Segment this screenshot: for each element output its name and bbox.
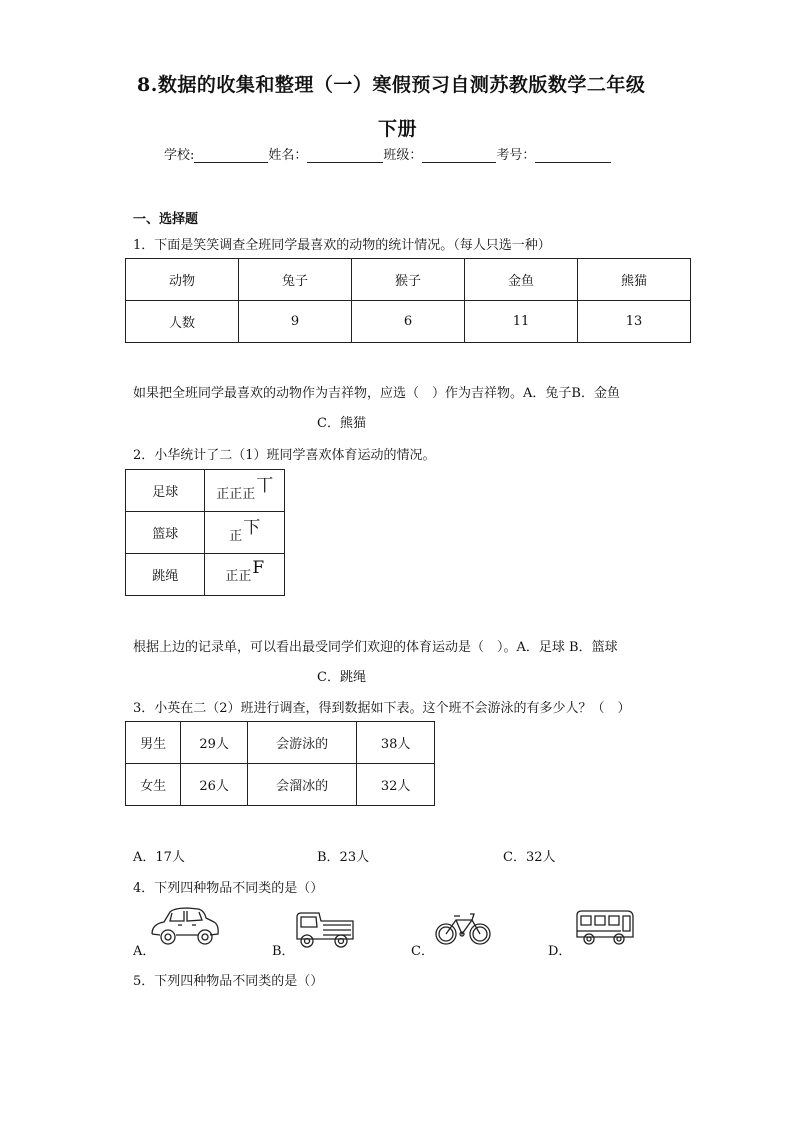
q2-option-c[interactable]: C．跳绳 [317, 670, 366, 685]
q3-cell: 会游泳的 [248, 722, 357, 764]
q2-tally-cell [205, 470, 285, 512]
q3-cell: 会溜冰的 [248, 764, 357, 806]
car-icon[interactable] [148, 904, 222, 948]
q2-question: 根据上边的记录单，可以看出最受同学们欢迎的体育运动是（ ）。A．足球 B．篮球 [133, 640, 618, 655]
q4-stem: 4．下列四种物品不同类的是（） [133, 881, 324, 896]
tally-tail: F [252, 557, 265, 578]
page-title-line1: 8.数据的收集和整理（一）寒假预习自测苏教版数学二年级 [137, 74, 646, 96]
q2-sport-cell: 足球 [126, 470, 205, 512]
q1-animal-table [125, 258, 691, 343]
q3-cell: 29人 [181, 722, 248, 764]
q1-header-cell: 金鱼 [464, 259, 577, 301]
q1-option-c[interactable]: C．熊猫 [317, 416, 366, 431]
q1-header-cell: 猴子 [351, 259, 464, 301]
q2-sport-cell: 跳绳 [126, 554, 205, 596]
q4-option-a[interactable]: A． [133, 944, 156, 959]
q4-option-b[interactable]: B． [272, 944, 295, 959]
q3-cell: 38人 [357, 722, 435, 764]
q3-option-b[interactable]: B．23人 [317, 850, 370, 865]
q1-count-cell: 9 [238, 301, 351, 343]
tally-marks: 正 [229, 529, 243, 544]
tally-marks: 正正 [225, 568, 252, 584]
school-blank[interactable] [194, 148, 268, 163]
q3-cell: 男生 [126, 722, 181, 764]
bicycle-icon[interactable] [434, 910, 492, 946]
q1-count-cell: 6 [351, 301, 464, 343]
q3-cell: 32人 [357, 764, 435, 806]
tally-tail: 下 [243, 518, 261, 538]
q1-stem: 1．下面是笑笑调查全班同学最喜欢的动物的统计情况。（每人只选一种） [133, 238, 551, 253]
class-blank[interactable] [422, 148, 496, 163]
q4-option-d[interactable]: D． [548, 944, 572, 959]
q2-tally-cell [205, 554, 285, 596]
q5-stem: 5．下列四种物品不同类的是（） [133, 974, 324, 989]
q1-count-cell: 13 [577, 301, 690, 343]
truck-icon[interactable] [293, 909, 357, 949]
q3-survey-table [125, 721, 435, 806]
q3-stem: 3．小英在二（2）班进行调查，得到数据如下表。这个班不会游泳的有多少人？（ ） [133, 701, 631, 716]
q4-option-c[interactable]: C． [411, 944, 434, 959]
header-fields [164, 144, 611, 163]
page-title-line2: 下册 [378, 118, 418, 140]
q2-stem: 2．小华统计了二（1）班同学喜欢体育运动的情况。 [133, 448, 436, 463]
name-blank[interactable] [307, 148, 383, 163]
q3-option-c[interactable]: C．32人 [503, 850, 556, 865]
q1-count-cell: 11 [464, 301, 577, 343]
tally-marks: 正正正 [216, 487, 256, 502]
exam-no-label: 考号： [496, 148, 536, 163]
q2-sport-cell: 篮球 [126, 512, 205, 554]
section-heading: 一、选择题 [133, 212, 199, 227]
q1-header-cell: 动物 [126, 259, 239, 301]
tally-tail: 丅 [256, 476, 274, 496]
q1-header-cell: 熊猫 [577, 259, 690, 301]
q3-cell: 女生 [126, 764, 181, 806]
name-label: 姓名： [268, 148, 308, 163]
class-label: 班级： [383, 148, 423, 163]
q1-row-label: 人数 [126, 301, 239, 343]
q1-header-cell: 兔子 [238, 259, 351, 301]
q3-option-a[interactable]: A．17人 [133, 850, 185, 865]
q2-tally-table [125, 469, 285, 596]
q1-question: 如果把全班同学最喜欢的动物作为吉祥物，应选（ ）作为吉祥物。A．兔子B．金鱼 [133, 386, 620, 401]
q3-cell: 26人 [181, 764, 248, 806]
school-label: 学校: [164, 148, 195, 163]
q2-tally-cell [205, 512, 285, 554]
exam-no-blank[interactable] [535, 148, 611, 163]
bus-icon[interactable] [573, 907, 637, 947]
